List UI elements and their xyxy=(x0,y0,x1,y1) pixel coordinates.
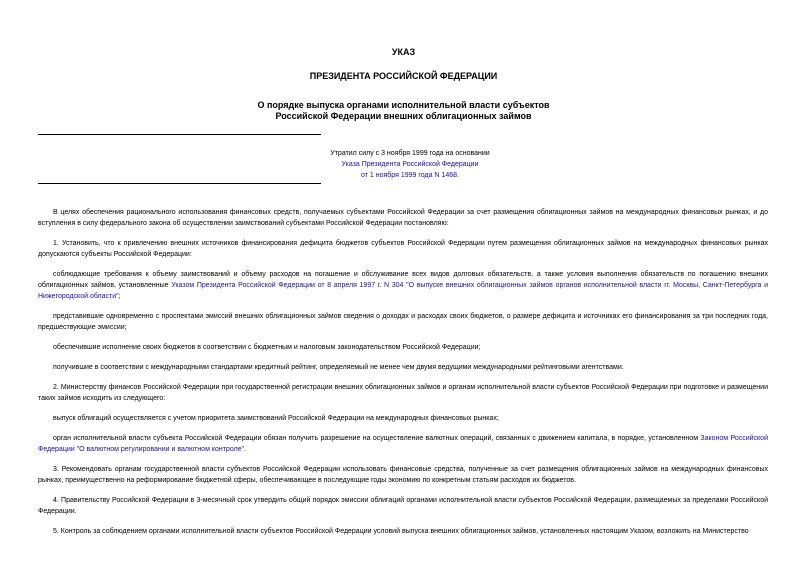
status-note-link-decree[interactable]: Указа Президента Российской Федерации xyxy=(341,161,479,168)
paragraph-2: 2. Министерству финансов Российской Федерации при государственной регистрации внешних облигационных займов и органам исполнительной власти субъектов Российской Федерации при подготовке и размещении таких займов исходить из следующего: xyxy=(38,384,768,402)
currency-law-link[interactable]: Законом Российской Федерации "О валютном регулировании и валютном контроле" xyxy=(38,435,768,453)
paragraph-1-condition-c: обеспечившие исполнение своих бюджетов в соответствии с бюджетным и налоговым законодательством Российской Федерации; xyxy=(53,344,481,351)
paragraph-1-condition-b: представившие одновременно с проспектами эмиссий внешних облигационных займов сведения о доходах и расходах своих бюджетов, о размере дефицита и источниках его финансирования за три последних года, предшествующие эмиссии; xyxy=(38,313,768,331)
paragraph-3: 3. Рекомендовать органам государственной власти субъектов Российской Федерации использовать финансовые средства, полученные за счет размещения облигационных займов на международных финансовых рынках, преимущественно на реформирование бюджетной сферы, обеспечивающее в последующие годы экономию по конкретным статьям расходов их бюджетов. xyxy=(38,466,768,484)
subject-line-1: О порядке выпуска органами исполнительной власти субъектов xyxy=(257,100,550,110)
subject-line-2: Российской Федерации внешних облигационных займов xyxy=(275,111,532,121)
paragraph-4: 4. Правительству Российской Федерации в 3-месячный срок утвердить общий порядок эмиссии облигаций органами исполнительной власти субъектов Российской Федерации, размещаемых за пределами Российской Федерации. xyxy=(38,497,768,515)
document-title: УКАЗ xyxy=(391,47,416,57)
paragraph-end: . xyxy=(244,446,246,453)
status-note-link-date[interactable]: от 1 ноября 1999 года N 1468 xyxy=(361,172,458,179)
paragraph-1-condition-d: получившие в соответствии с международными стандартами кредитный рейтинг, определяемый не менее чем двумя ведущими международными рейтинговыми агентствами. xyxy=(53,364,624,371)
paragraph-2-item-b xyxy=(38,433,768,455)
paragraph-preamble: В целях обеспечения рационального использования финансовых средств, получаемых субъектами Российской Федерации за счет размещения облигационных займов на международных финансовых рынках, и до вступления в силу федерального закона об осуществлении заимствований субъектами Российской Федерации постановляю: xyxy=(38,209,768,227)
document-issuer: ПРЕЗИДЕНТА РОССИЙСКОЙ ФЕДЕРАЦИИ xyxy=(309,71,498,81)
paragraph-text: орган исполнительной власти субъекта Российской Федерации обязан получить разрешение на осуществление валютных операций, связанных с движением капитала, в порядке, установленном xyxy=(53,435,701,442)
paragraph-text: соблюдающие требования к объему заимствований и объему расходов на погашение и обслуживание всех видов долговых обязательств, а также условия выполнения обязательств по погашению внешних облигационных займов, установленные xyxy=(38,271,768,289)
paragraph-2-item-a: выпуск облигаций осуществляется с учетом приоритета заимствований Российской Федерации на международных финансовых рынках; xyxy=(53,415,499,422)
paragraph-1-condition-a xyxy=(38,269,768,302)
divider-top xyxy=(38,134,321,135)
divider-bottom xyxy=(38,183,321,184)
decree-304-link[interactable]: Указом Президента Российской Федерации от 8 апреля 1997 г. N 304 "О выпуске внешних облигационных займов органов исполнительной власти гг. Москвы, Санкт-Петербурга и Нижегородской области" xyxy=(38,282,768,300)
status-note xyxy=(300,148,520,181)
document-body xyxy=(38,207,768,546)
paragraph-end: ; xyxy=(118,293,121,300)
document-subject xyxy=(0,100,807,122)
status-note-period: . xyxy=(457,172,459,179)
paragraph-5: 5. Контроль за соблюдением органами исполнительной власти субъектов Российской Федерации условий выпуска внешних облигационных займов, установленных настоящим Указом, возложить на Министерство xyxy=(53,528,749,535)
status-note-text: Утратил силу с 3 ноября 1999 года на основании xyxy=(330,150,490,157)
paragraph-1: 1. Установить, что к привлечению внешних источников финансирования дефицита бюджетов субъектов Российской Федерации путем размещения облигационных займов на международных финансовых рынках допускаются субъекты Российской Федерации: xyxy=(38,240,768,258)
